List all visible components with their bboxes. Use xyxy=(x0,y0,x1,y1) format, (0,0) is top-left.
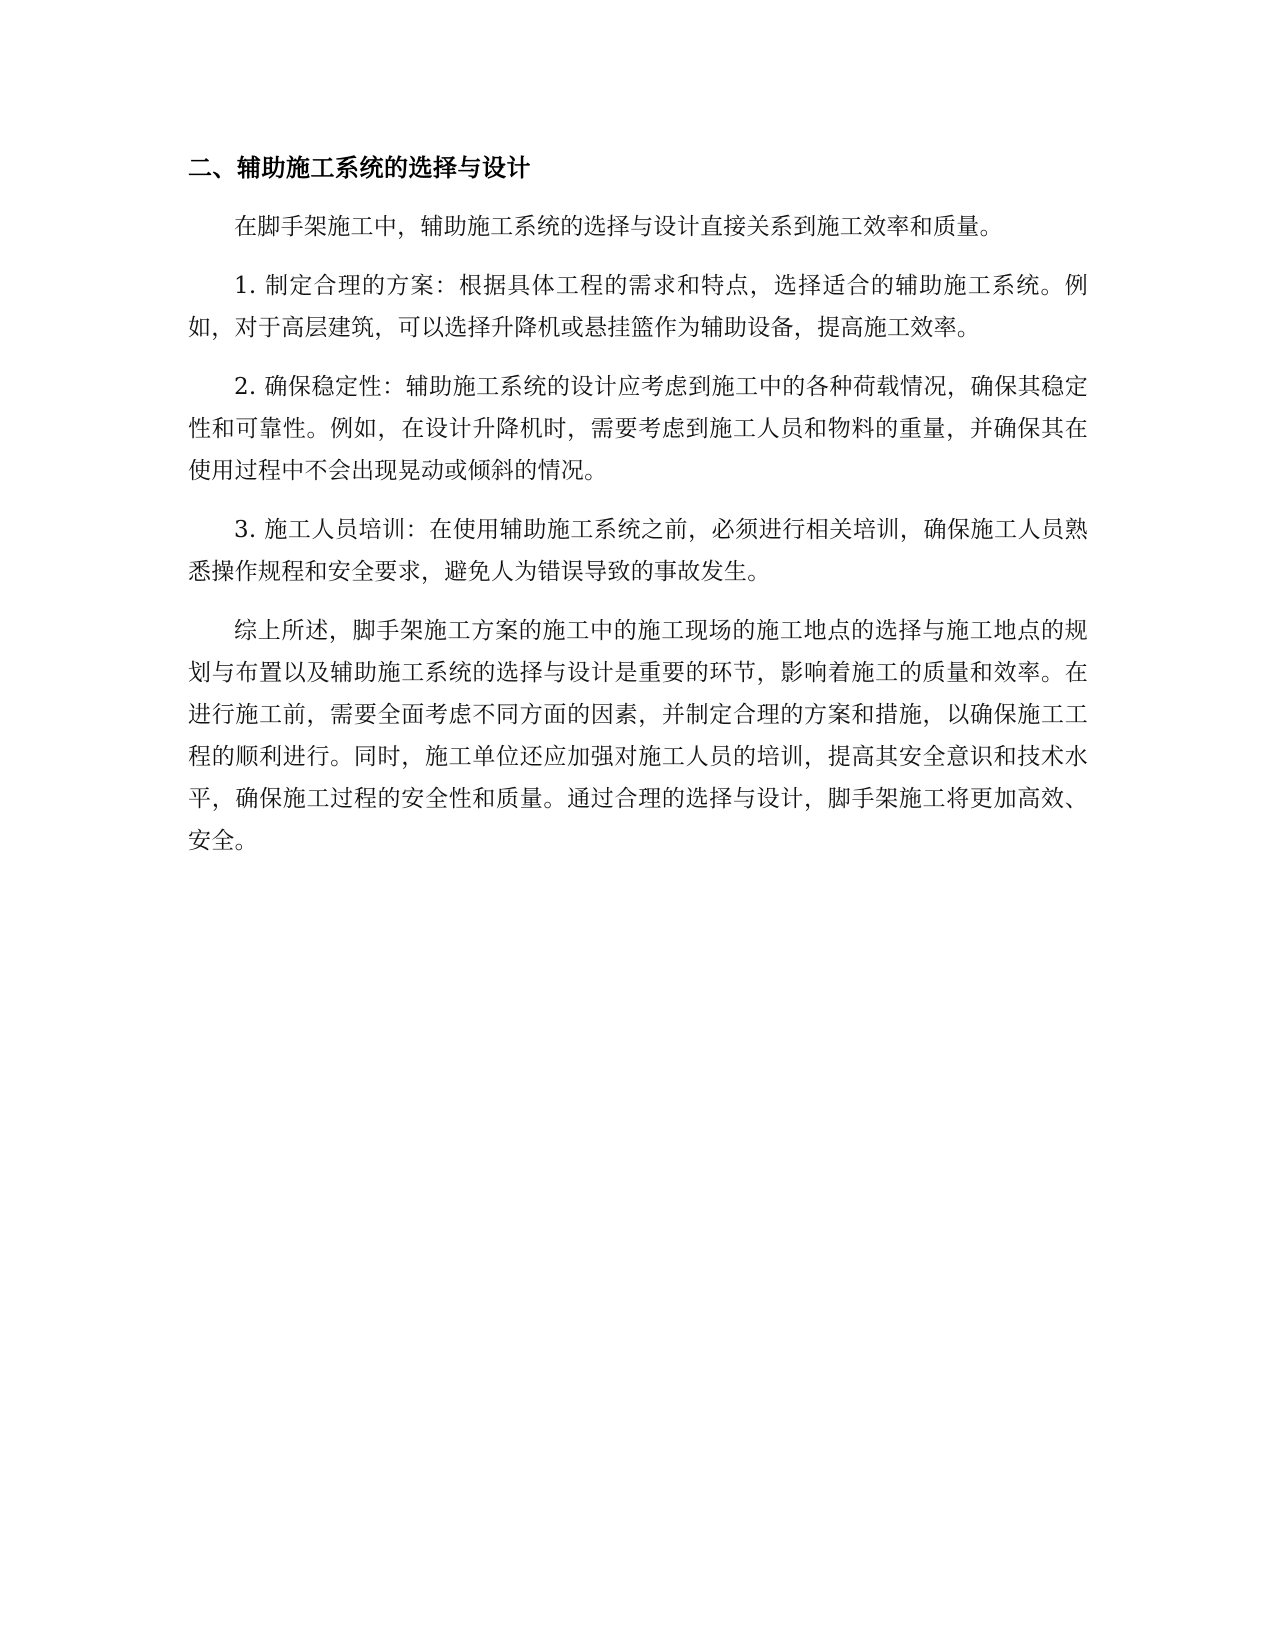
summary-paragraph: 综上所述，脚手架施工方案的施工中的施工现场的施工地点的选择与施工地点的规划与布置以及辅助施工系统的选择与设计是重要的环节，影响着施工的质量和效率。在进行施工前，需要全面考虑不同方面的因素，并制定合理的方案和措施，以确保施工工程的顺利进行。同时，施工单位还应加强对施工人员的培训，提高其安全意识和技术水平，确保施工过程的安全性和质量。通过合理的选择与设计，脚手架施工将更加高效、安全。 xyxy=(188,618,1088,854)
list-item-training: 3. 施工人员培训：在使用辅助施工系统之前，必须进行相关培训，确保施工人员熟悉操作规程和安全要求，避免人为错误导致的事故发生。 xyxy=(188,517,1088,585)
section-title: 二、辅助施工系统的选择与设计 xyxy=(188,154,531,182)
list-item-plan: 1. 制定合理的方案：根据具体工程的需求和特点，选择适合的辅助施工系统。例如，对于高层建筑，可以选择升降机或悬挂篮作为辅助设备，提高施工效率。 xyxy=(188,273,1088,341)
intro-paragraph: 在脚手架施工中，辅助施工系统的选择与设计直接关系到施工效率和质量。 xyxy=(234,214,1003,240)
document-body xyxy=(188,148,1088,879)
list-item-stability: 2. 确保稳定性：辅助施工系统的设计应考虑到施工中的各种荷载情况，确保其稳定性和可靠性。例如，在设计升降机时，需要考虑到施工人员和物料的重量，并确保其在使用过程中不会出现晃动或倾斜的情况。 xyxy=(188,374,1088,484)
